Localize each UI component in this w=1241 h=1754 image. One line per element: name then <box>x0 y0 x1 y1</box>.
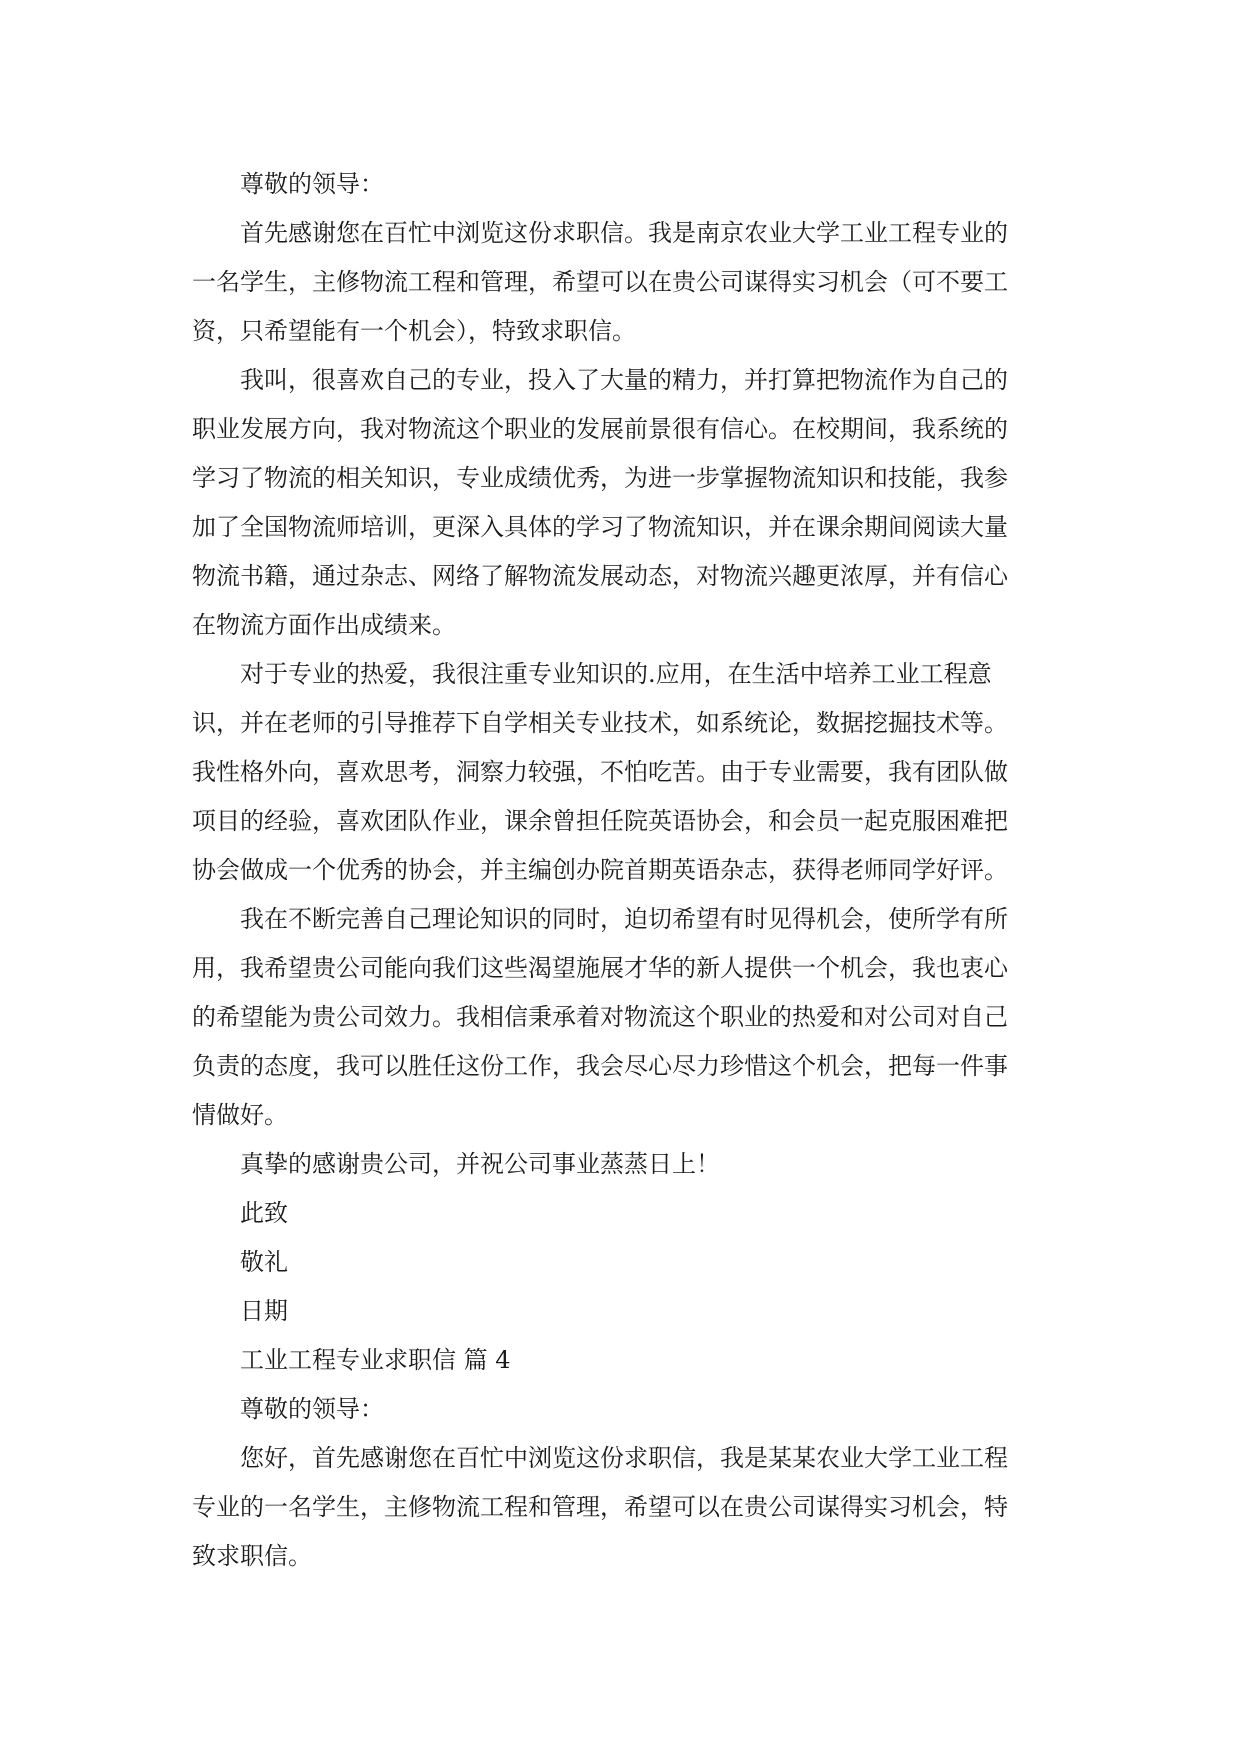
paragraph-line: 对于专业的热爱，我很注重专业知识的.应用，在生活中培养工业工程意 <box>240 660 992 688</box>
paragraph-line: 负责的态度，我可以胜任这份工作，我会尽心尽力珍惜这个机会，把每一件事 <box>192 1052 1008 1080</box>
paragraph-interest <box>192 356 1050 650</box>
paragraph-line: 职业发展方向，我对物流这个职业的发展前景很有信心。在校期间，我系统的 <box>192 415 1008 443</box>
paragraph-line: 资，只希望能有一个机会），特致求职信。 <box>192 317 636 345</box>
salutation: 尊敬的领导： <box>240 170 384 198</box>
paragraph-skills <box>192 650 1050 895</box>
paragraph-line: 我在不断完善自己理论知识的同时，迫切希望有时见得机会，使所学有所 <box>240 905 1008 933</box>
salutation: 尊敬的领导： <box>240 1395 384 1423</box>
section-title: 工业工程专业求职信 篇 4 <box>240 1346 511 1374</box>
paragraph-line: 致求职信。 <box>192 1542 312 1570</box>
paragraph-intro-2 <box>192 1434 1050 1581</box>
thanks-line: 真挚的感谢贵公司，并祝公司事业蒸蒸日上！ <box>240 1150 720 1178</box>
paragraph-line: 用，我希望贵公司能向我们这些渴望施展才华的新人提供一个机会，我也衷心 <box>192 954 1008 982</box>
paragraph-line: 情做好。 <box>192 1101 288 1129</box>
paragraph-line: 识，并在老师的引导推荐下自学相关专业技术，如系统论，数据挖掘技术等。 <box>192 709 1008 737</box>
paragraph-line: 的希望能为贵公司效力。我相信秉承着对物流这个职业的热爱和对公司对自己 <box>192 1003 1008 1031</box>
paragraph-line: 在物流方面作出成绩来。 <box>192 611 456 639</box>
paragraph-line: 首先感谢您在百忙中浏览这份求职信。我是南京农业大学工业工程专业的 <box>240 219 1008 247</box>
paragraph-intro <box>192 209 1050 356</box>
closing-jingli: 敬礼 <box>240 1248 288 1276</box>
paragraph-line: 我叫，很喜欢自己的专业，投入了大量的精力，并打算把物流作为自己的 <box>240 366 1008 394</box>
paragraph-line: 项目的经验，喜欢团队作业，课余曾担任院英语协会，和会员一起克服困难把 <box>192 807 1008 835</box>
closing-cizhi: 此致 <box>240 1199 288 1227</box>
paragraph-line: 协会做成一个优秀的协会，并主编创办院首期英语杂志，获得老师同学好评。 <box>192 856 1008 884</box>
date-label: 日期 <box>240 1297 288 1325</box>
paragraph-goal <box>192 895 1050 1140</box>
paragraph-line: 物流书籍，通过杂志、网络了解物流发展动态，对物流兴趣更浓厚，并有信心 <box>192 562 1008 590</box>
paragraph-line: 学习了物流的相关知识，专业成绩优秀，为进一步掌握物流知识和技能，我参 <box>192 464 1008 492</box>
paragraph-line: 加了全国物流师培训，更深入具体的学习了物流知识，并在课余期间阅读大量 <box>192 513 1008 541</box>
paragraph-line: 您好，首先感谢您在百忙中浏览这份求职信，我是某某农业大学工业工程 <box>240 1444 1008 1472</box>
letter-body <box>192 160 1050 1581</box>
paragraph-line: 一名学生，主修物流工程和管理，希望可以在贵公司谋得实习机会（可不要工 <box>192 268 1008 296</box>
paragraph-line: 我性格外向，喜欢思考，洞察力较强，不怕吃苦。由于专业需要，我有团队做 <box>192 758 1008 786</box>
paragraph-line: 专业的一名学生，主修物流工程和管理，希望可以在贵公司谋得实习机会，特 <box>192 1493 1008 1521</box>
